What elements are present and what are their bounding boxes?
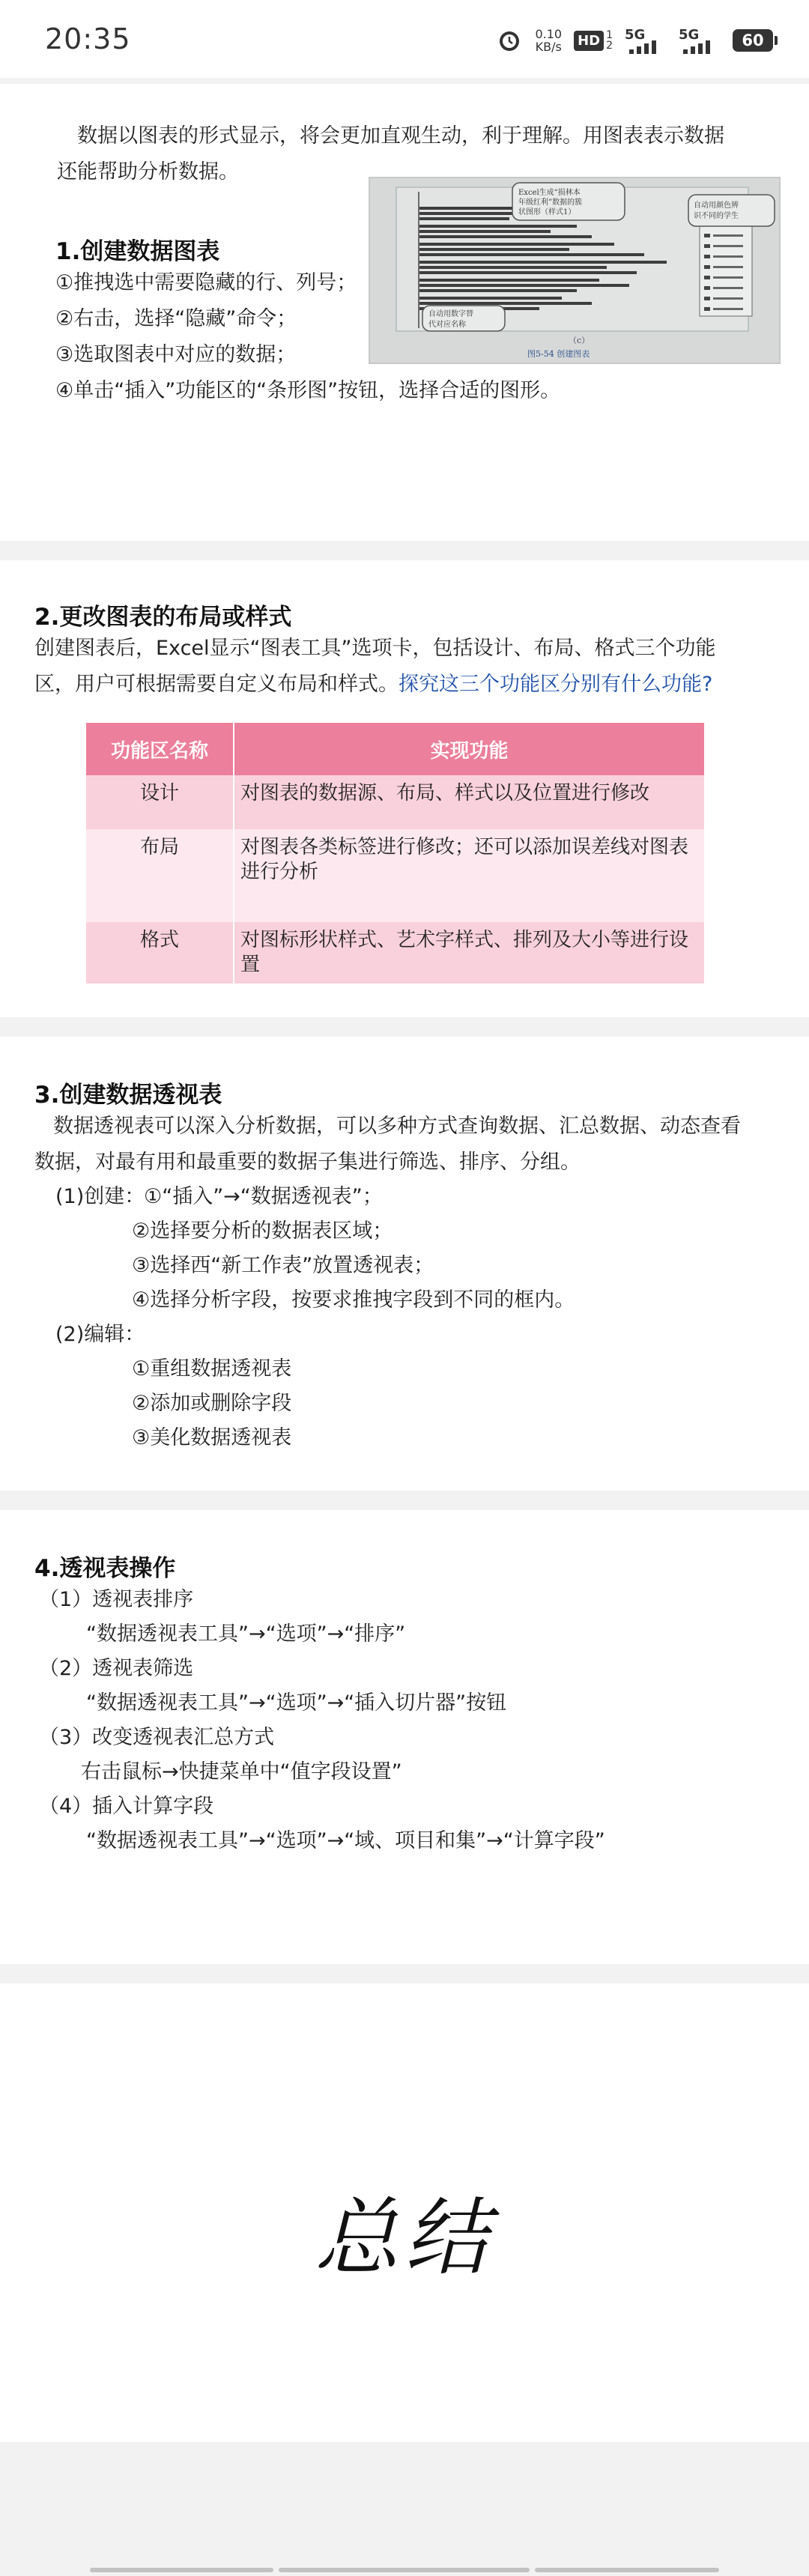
slide-summary [0,1983,809,2442]
ribbon-function-table [86,723,706,984]
operation-detail-1: “数据透视表工具”→“选项”→“排序” [86,1622,406,1646]
table-header-function: 实现功能 [234,723,705,775]
operation-detail-2: “数据透视表工具”→“选项”→“插入切片器”按钮 [86,1691,507,1715]
slide-chart-layout [0,560,809,1017]
gesture-bar-left [90,2568,273,2572]
textbook-chart-figure [369,177,781,364]
operation-title-4: （4）插入计算字段 [39,1795,214,1818]
table-cell-name: 布局 [86,829,234,922]
edit-step-2: ②添加或删除字段 [132,1392,292,1415]
status-bar [0,0,809,78]
network-speed-value: 0.10 [535,27,563,41]
slide-pivot-table [0,1037,809,1491]
edit-step-3: ③美化数据透视表 [132,1426,292,1449]
bar-chart-illustration [370,178,781,364]
create-step-4: ④选择分析字段，按要求推拽字段到不同的框内。 [132,1288,575,1312]
section4-heading: 4.透视表操作 [34,1555,176,1582]
intro-line-2: 还能帮助分析数据。 [57,160,239,184]
table-row [86,829,705,922]
callout-right-line2: 识不同的学生 [694,212,739,220]
callout-bottom-line1: 自动用数字替 [428,310,473,318]
table-header-name: 功能区名称 [86,723,234,775]
slide-pivot-operations [0,1510,809,1964]
step-4: ④单击“插入”功能区的“条形图”按钮，选择合适的图形。 [55,379,561,402]
table-cell-desc: 对图表各类标签进行修改；还可以添加误差线对图表进行分析 [234,829,705,922]
table-cell-name: 格式 [86,922,234,984]
explore-question: 探究这三个功能区分别有什么功能? [399,673,713,696]
signal-5g-icon-2 [679,27,721,54]
step-3: ③选取图表中对应的数据； [55,343,297,366]
section3-intro-1: 数据透视表可以深入分析数据，可以多种方式查询数据、汇总数据、动态查看 [53,1115,741,1138]
table-cell-desc: 对图标形状样式、艺术字样式、排列及大小等进行设置 [234,922,705,984]
gesture-bar-right [535,2568,719,2572]
operation-title-2: （2）透视表筛选 [39,1657,194,1680]
hd-sim-indicator [606,30,613,51]
signal-5g-icon-1 [625,27,667,54]
status-icons [496,27,773,54]
section3-intro-2: 数据，对最有用和最重要的数据子集进行筛选、排序、分组。 [34,1151,581,1174]
hd-sub-bottom: 2 [606,40,613,52]
section2-line-2-text: 区，用户可根据需要自定义布局和样式。 [34,673,399,696]
operation-detail-3: 右击鼠标→快捷菜单中“值字段设置” [81,1760,402,1783]
battery-icon: 60 [733,29,773,52]
signal-label-2: 5G [679,27,700,43]
edit-label: (2)编辑： [55,1323,145,1346]
operation-detail-4: “数据透视表工具”→“选项”→“域、项目和集”→“计算字段” [86,1829,605,1852]
create-step-3: ③选择西“新工作表”放置透视表； [132,1254,434,1277]
status-time: 20:35 [45,22,131,55]
network-speed [535,28,562,53]
hd-label: HD [574,31,604,51]
operation-title-1: （1）透视表排序 [39,1588,194,1611]
figure-caption: 图5-54 创建图表 [527,349,590,359]
operation-title-3: （3）改变透视表汇总方式 [39,1726,275,1749]
figure-label: （c） [569,336,590,345]
section2-line-2 [34,667,712,702]
callout-right-line1: 自动用颜色辨 [694,201,739,210]
callout-bottom-line2: 代对应名称 [428,321,466,329]
hd-sub-top: 1 [606,29,613,41]
section3-heading: 3.创建数据透视表 [34,1082,222,1109]
callout-top-line2: 年级红利”数据的簇 [518,198,583,207]
alarm-icon [496,27,523,54]
create-step-2: ②选择要分析的数据表区域； [132,1219,393,1243]
table-cell-desc: 对图表的数据源、布局、样式以及位置进行修改 [234,775,705,829]
network-speed-unit: KB/s [535,40,562,54]
summary-title: 总结 [315,2189,494,2287]
section2-heading: 2.更改图表的布局或样式 [34,604,292,631]
signal-label-1: 5G [625,27,646,43]
table-row [86,922,705,984]
callout-top-line3: 状图形（样式1） [518,208,576,216]
step-2: ②右击，选择“隐藏”命令； [55,307,297,330]
table-cell-name: 设计 [86,775,234,829]
table-row [86,775,705,829]
callout-top-line1: Excel生成“损林本 [518,189,581,197]
section2-line-1: 创建图表后，Excel显示“图表工具”选项卡，包括设计、布局、格式三个功能 [34,637,716,660]
step-1: ①推拽选中需要隐藏的行、列号； [55,271,357,294]
intro-line-1: 数据以图表的形式显示，将会更加直观生动，利于理解。用图表表示数据 [77,124,724,148]
edit-step-1: ①重组数据透视表 [132,1357,292,1381]
hd-voice-icon [574,30,613,51]
create-label: (1)创建： [55,1185,145,1208]
gesture-bar-center[interactable] [279,2568,530,2572]
table-header-row [86,723,705,775]
section1-heading: 1.创建数据图表 [55,238,220,265]
slide-create-chart [0,84,809,541]
create-step-1: ①“插入”→“数据透视表”； [144,1185,383,1208]
